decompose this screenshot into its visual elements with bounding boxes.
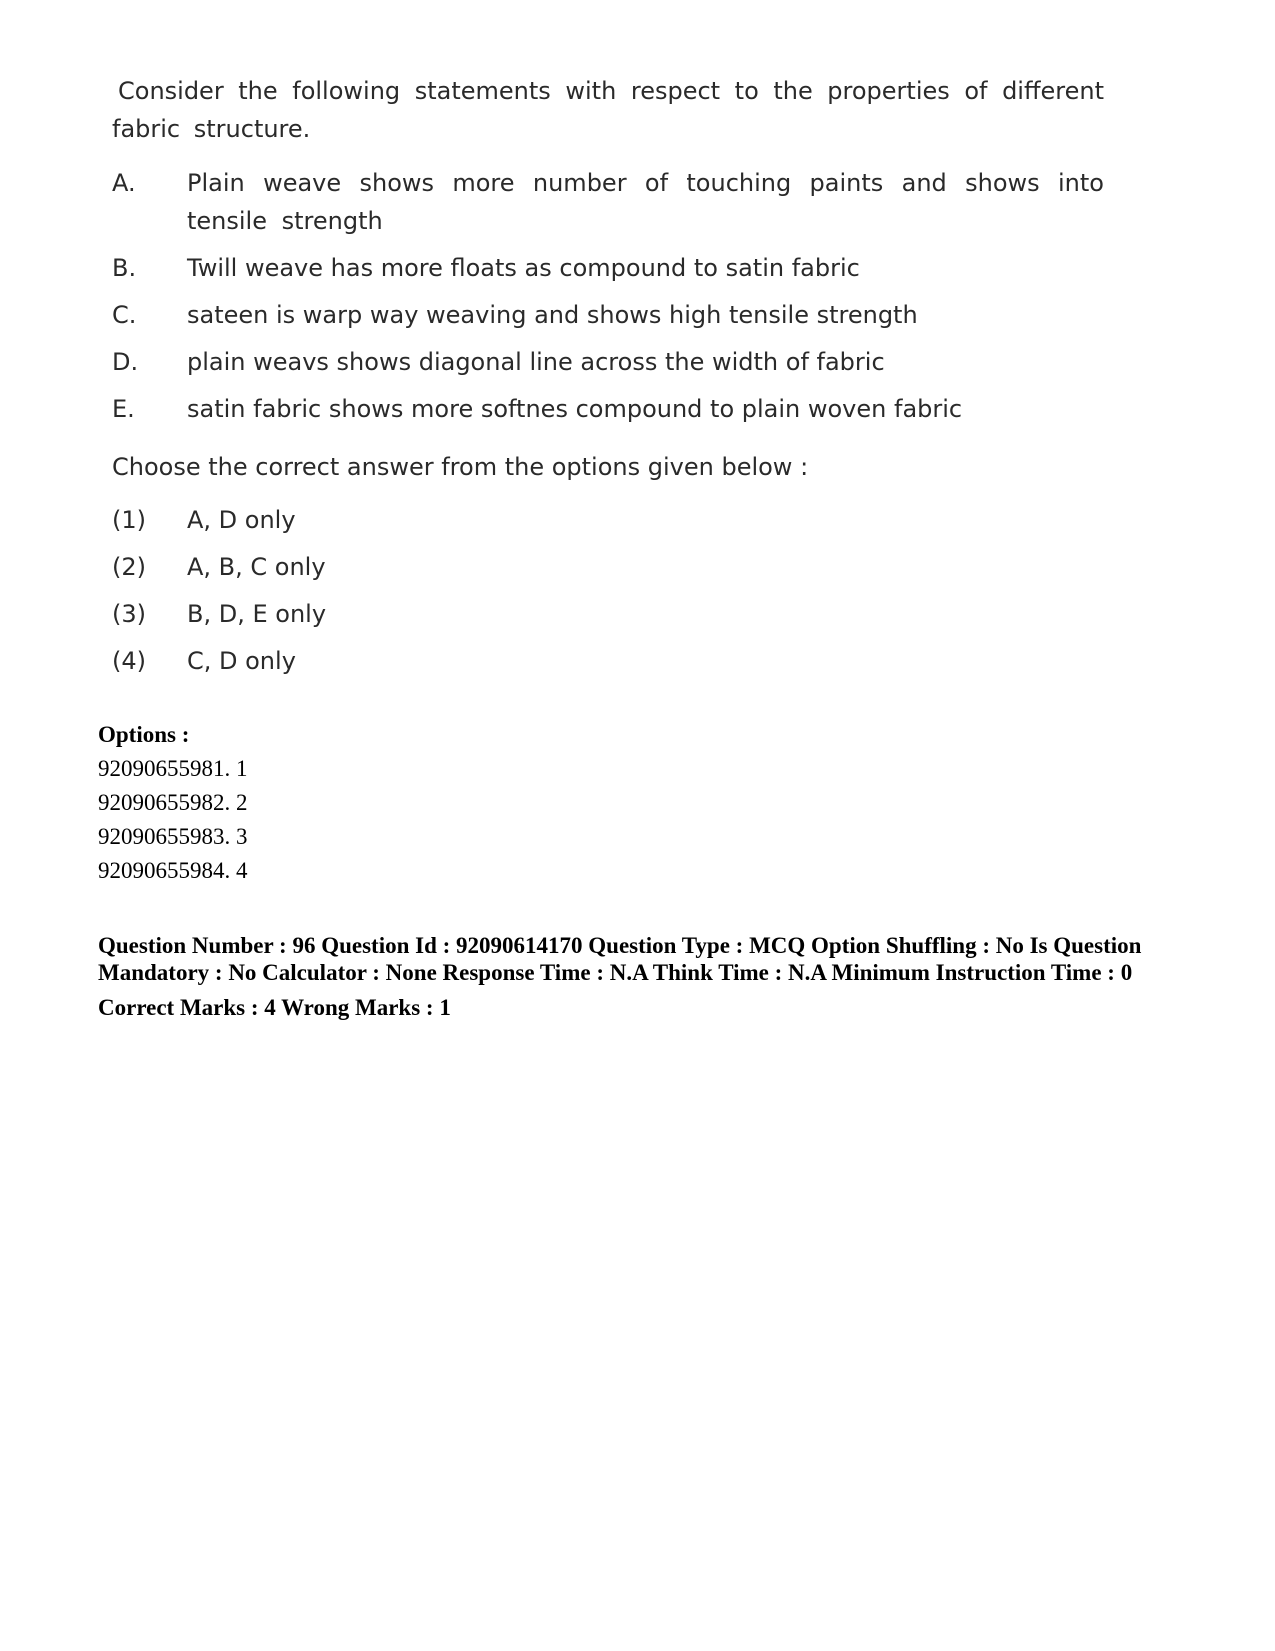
statement-item bbox=[112, 390, 1104, 428]
answer-text: C, D only bbox=[187, 647, 296, 675]
statement-item bbox=[112, 296, 1104, 334]
answer-choice bbox=[112, 642, 1104, 680]
statement-text: Twill weave has more floats as compound to satin fabric bbox=[187, 254, 860, 282]
option-id-line: 92090655982. 2 bbox=[98, 790, 248, 815]
answer-list bbox=[112, 501, 1104, 680]
statement-text: plain weavs shows diagonal line across the width of fabric bbox=[187, 348, 885, 376]
statement-letter: E. bbox=[112, 395, 135, 423]
question-meta-info: Question Number : 96 Question Id : 92090614170 Question Type : MCQ Option Shuffling : No Is Question Mandatory : No Calculator : None Response Time : N.A Think Time : N.A Minimum Instruction Time : 0 bbox=[98, 933, 1142, 985]
options-title: Options : bbox=[98, 722, 190, 747]
question-intro: Consider the following statements with respect to the properties of different fabric structure. bbox=[112, 77, 1104, 143]
answer-text: B, D, E only bbox=[187, 600, 327, 628]
options-section bbox=[98, 718, 1198, 888]
answer-text: A, B, C only bbox=[187, 553, 326, 581]
statement-item bbox=[112, 164, 1104, 240]
statement-letter: D. bbox=[112, 348, 139, 376]
answer-text: A, D only bbox=[187, 506, 296, 534]
statement-letter: C. bbox=[112, 301, 137, 329]
question-meta-section bbox=[98, 932, 1208, 1021]
statement-text: Plain weave shows more number of touching paints and shows into tensile strength bbox=[187, 169, 1104, 235]
answer-number: (3) bbox=[112, 600, 146, 628]
statement-text: sateen is warp way weaving and shows high tensile strength bbox=[187, 301, 918, 329]
question-marks: Correct Marks : 4 Wrong Marks : 1 bbox=[98, 995, 451, 1020]
option-id-line: 92090655984. 4 bbox=[98, 858, 248, 883]
question-block bbox=[112, 72, 1104, 689]
statement-letter: A. bbox=[112, 169, 136, 197]
statement-item bbox=[112, 249, 1104, 287]
answer-choice bbox=[112, 501, 1104, 539]
statement-list bbox=[112, 164, 1104, 428]
answer-number: (2) bbox=[112, 553, 146, 581]
statement-letter: B. bbox=[112, 254, 137, 282]
statement-text: satin fabric shows more softnes compound to plain woven fabric bbox=[187, 395, 963, 423]
answer-number: (1) bbox=[112, 506, 146, 534]
option-id-line: 92090655981. 1 bbox=[98, 756, 248, 781]
choose-prompt: Choose the correct answer from the options given below : bbox=[112, 453, 809, 481]
answer-choice bbox=[112, 548, 1104, 586]
answer-number: (4) bbox=[112, 647, 146, 675]
statement-item bbox=[112, 343, 1104, 381]
answer-choice bbox=[112, 595, 1104, 633]
option-id-line: 92090655983. 3 bbox=[98, 824, 248, 849]
